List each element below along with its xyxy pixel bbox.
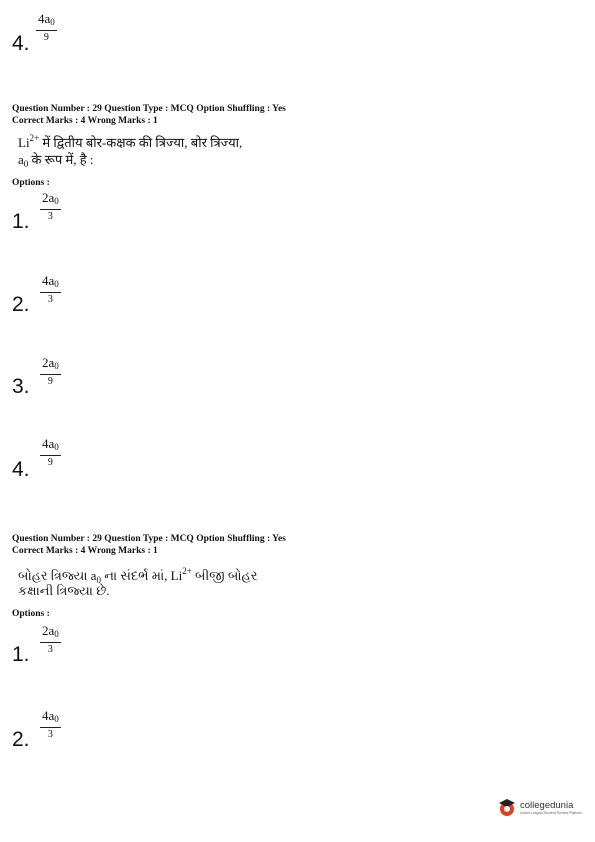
option-1-number[interactable]: 1. (12, 643, 30, 666)
fraction-subscript: 0 (50, 17, 55, 27)
fraction-denominator: 9 (43, 32, 49, 43)
logo-name: collegedunia (520, 799, 574, 811)
options-label: Options : (12, 609, 50, 619)
fraction-numerator: 4a (38, 11, 51, 26)
collegedunia-logo (497, 797, 582, 817)
option-1-fraction: $2a_0$ 3 (42, 190, 59, 222)
question-text-line2: કક્ષાની ત્રિજ્યા છે. (18, 583, 110, 598)
logo-tagline: India's Largest Student Review Platform (520, 810, 583, 815)
question-text-line2: $a_0$ के रूप में, है : (18, 152, 94, 169)
options-label: Options : (12, 178, 50, 188)
option-1-fraction: $2a_0$ 3 (42, 623, 59, 655)
option-number: 4. (12, 32, 30, 55)
option-2-number[interactable]: 2. (12, 728, 30, 751)
option-1-number[interactable]: 1. (12, 210, 30, 233)
option-4-number[interactable]: 4. (12, 458, 30, 481)
option-3-number[interactable]: 3. (12, 375, 30, 398)
question-text-line1: $Li^{2+}$ में द्वितीय बोर-कक्षक की त्रिज्या, बोर त्रिज्या, (18, 133, 243, 150)
option-2-fraction: $4a_0$ 3 (42, 273, 59, 305)
option-2-number[interactable]: 2. (12, 293, 30, 316)
option-2-fraction: $4a_0$ 3 (42, 708, 59, 740)
option-fraction (36, 12, 57, 44)
question-meta: Question Number : 29 Question Type : MCQ Option Shuffling : Yes (12, 104, 286, 114)
option-3-fraction: $2a_0$ 9 (42, 355, 59, 387)
marks-meta: Correct Marks : 4 Wrong Marks : 1 (12, 546, 158, 556)
question-meta: Question Number : 29 Question Type : MCQ Option Shuffling : Yes (12, 534, 286, 544)
option-4-fraction: $4a_0$ 9 (42, 436, 59, 468)
question-text-line1: બોહર ત્રિજ્યા $a_0$ ના સંદર્ભ માં, $Li^{2+}$ બીજી બોહર (18, 566, 258, 585)
graduate-cap-icon (497, 797, 517, 817)
marks-meta: Correct Marks : 4 Wrong Marks : 1 (12, 116, 158, 126)
